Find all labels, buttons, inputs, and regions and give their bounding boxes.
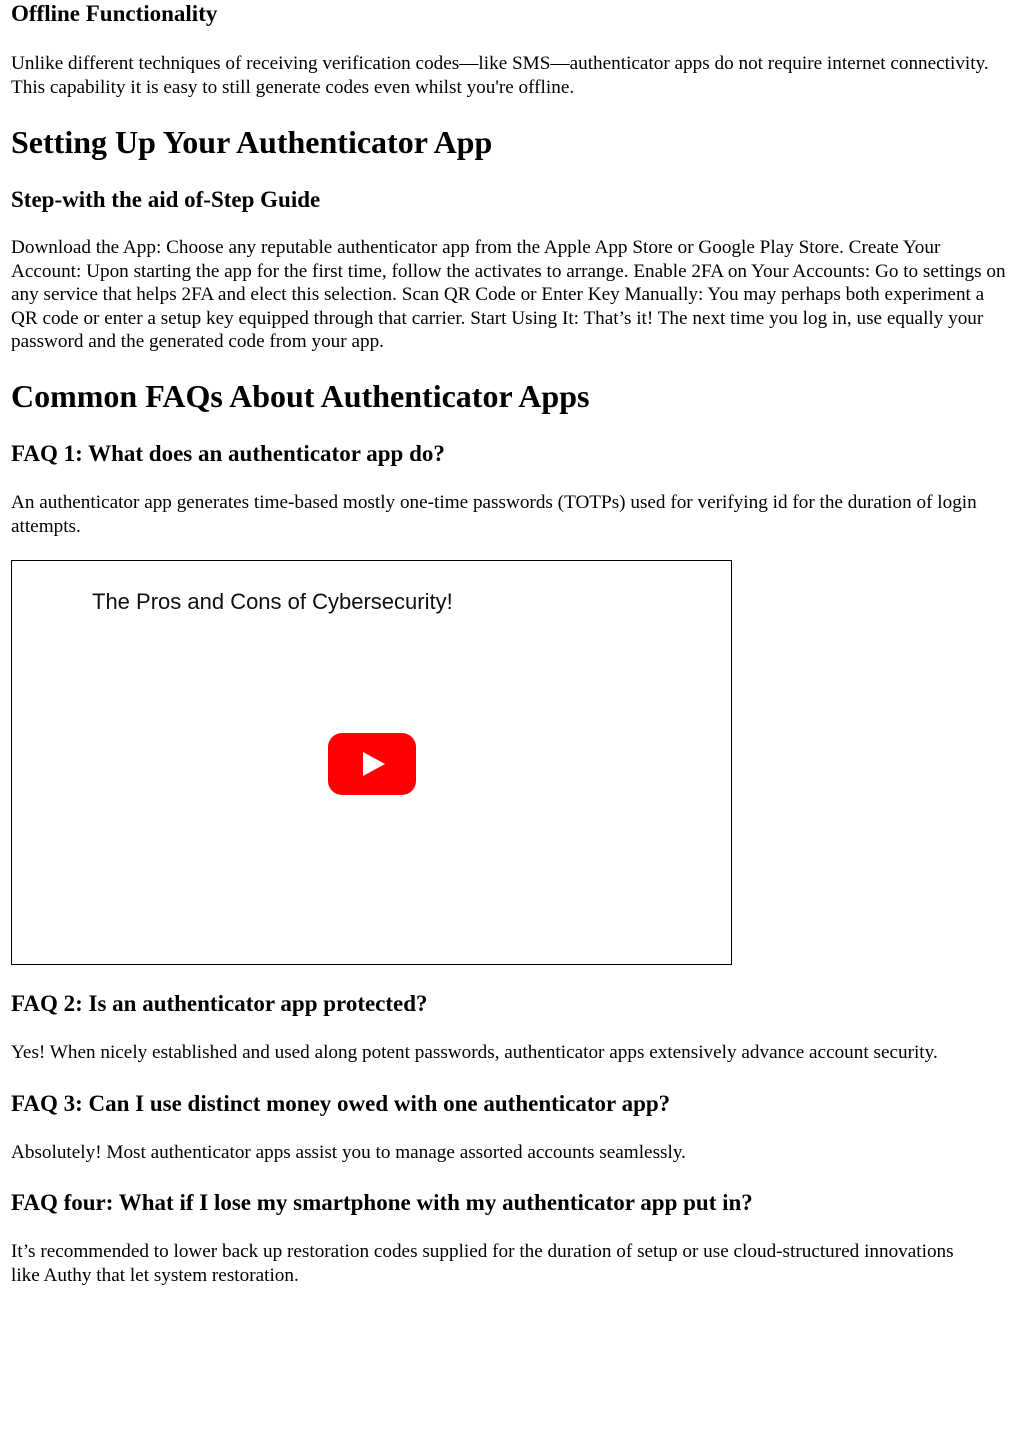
- offline-paragraph: Unlike different techniques of receiving verification codes—like SMS—authenticator apps do not require internet connectivity. This capability it is easy to still generate codes even whilst you're offline.: [11, 53, 989, 98]
- offline-heading: Offline Functionality: [11, 1, 218, 26]
- setup-subheading: Step-with the aid of-Step Guide: [11, 187, 321, 212]
- faq-2-answer: Yes! When nicely established and used along potent passwords, authenticator apps extensively advance account security.: [11, 1042, 938, 1063]
- setup-paragraph: Download the App: Choose any reputable authenticator app from the Apple App Store or Google Play Store. Create Your Account: Upon starting the app for the first time, follow the activates to arrange. Enable 2FA on Your Accounts: Go to settings on any service that helps 2FA and elect this selection. Scan QR Code or Enter Key Manually: You may perhaps both experiment a QR code or enter a setup key equipped through that carrier. Start Using It: That’s it! The next time you log in, use equally your password and the generated code from your app.: [11, 237, 1006, 352]
- youtube-play-icon[interactable]: [328, 733, 416, 795]
- faq-4-answer: It’s recommended to lower back up restoration codes supplied for the duration of setup or use cloud-structured innovations like Authy that let system restoration.: [11, 1241, 954, 1286]
- video-title[interactable]: The Pros and Cons of Cybersecurity!: [92, 589, 453, 614]
- setup-heading: Setting Up Your Authenticator App: [11, 124, 493, 160]
- video-embed[interactable]: [11, 560, 732, 965]
- faq-4-question: FAQ four: What if I lose my smartphone with my authenticator app put in?: [11, 1190, 753, 1215]
- faq-3-answer: Absolutely! Most authenticator apps assist you to manage assorted accounts seamlessly.: [11, 1142, 686, 1163]
- faq-1-question: FAQ 1: What does an authenticator app do?: [11, 441, 445, 466]
- faqs-heading: Common FAQs About Authenticator Apps: [11, 378, 590, 414]
- faq-2-question: FAQ 2: Is an authenticator app protected?: [11, 991, 428, 1016]
- faq-1-answer: An authenticator app generates time-based mostly one-time passwords (TOTPs) used for verifying id for the duration of login attempts.: [11, 492, 977, 537]
- play-button-graphic[interactable]: [328, 733, 416, 795]
- faq-3-question: FAQ 3: Can I use distinct money owed with one authenticator app?: [11, 1091, 671, 1116]
